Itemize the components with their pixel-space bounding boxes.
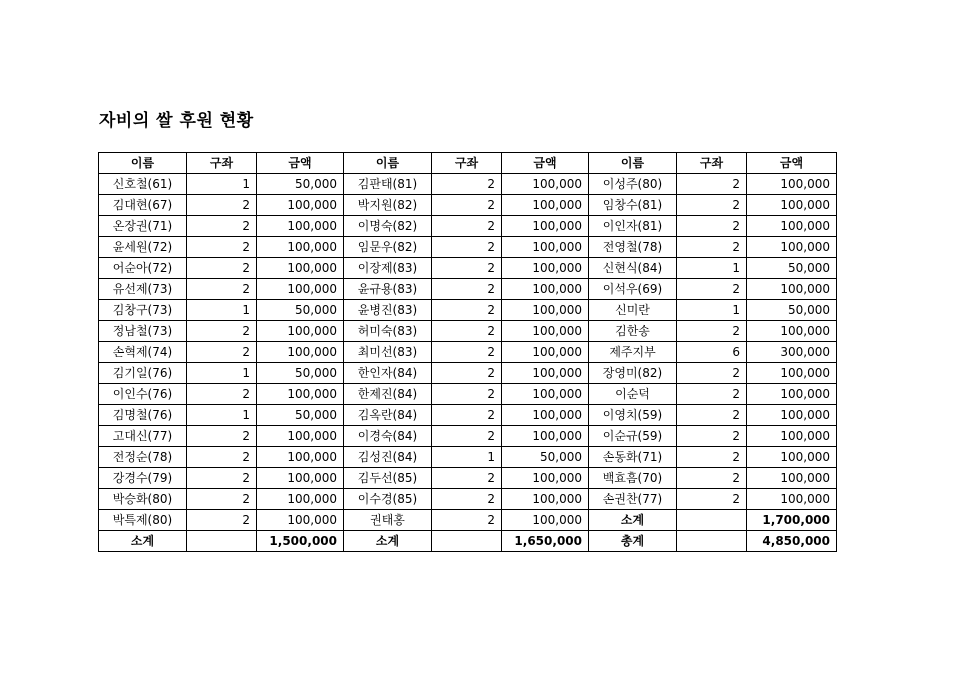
amount-cell: 4,850,000 <box>747 531 837 552</box>
name-cell: 한제진(84) <box>344 384 432 405</box>
amount-cell: 100,000 <box>502 468 589 489</box>
table-row <box>99 426 837 447</box>
name-cell: 장영미(82) <box>589 363 677 384</box>
units-cell: 2 <box>187 342 257 363</box>
name-cell: 이인수(76) <box>99 384 187 405</box>
name-cell: 어순아(72) <box>99 258 187 279</box>
units-cell: 1 <box>187 405 257 426</box>
units-cell: 2 <box>677 174 747 195</box>
name-cell: 김대현(67) <box>99 195 187 216</box>
amount-cell: 100,000 <box>747 216 837 237</box>
units-cell: 2 <box>677 426 747 447</box>
name-cell: 제주지부 <box>589 342 677 363</box>
name-cell: 김옥란(84) <box>344 405 432 426</box>
name-cell: 김한송 <box>589 321 677 342</box>
name-cell: 이영치(59) <box>589 405 677 426</box>
amount-cell: 100,000 <box>257 510 344 531</box>
amount-cell: 100,000 <box>502 510 589 531</box>
amount-cell: 50,000 <box>502 447 589 468</box>
units-cell: 2 <box>432 279 502 300</box>
units-cell: 2 <box>432 405 502 426</box>
units-cell: 2 <box>187 468 257 489</box>
units-cell: 2 <box>187 321 257 342</box>
units-cell: 2 <box>187 279 257 300</box>
name-cell: 최미선(83) <box>344 342 432 363</box>
name-cell: 소계 <box>344 531 432 552</box>
name-cell: 박특제(80) <box>99 510 187 531</box>
amount-cell: 100,000 <box>257 447 344 468</box>
units-cell: 2 <box>432 468 502 489</box>
units-cell: 2 <box>432 342 502 363</box>
amount-cell: 100,000 <box>257 216 344 237</box>
amount-cell: 100,000 <box>502 489 589 510</box>
amount-cell: 100,000 <box>257 426 344 447</box>
name-cell: 신현식(84) <box>589 258 677 279</box>
name-cell: 이장제(83) <box>344 258 432 279</box>
units-cell: 2 <box>432 510 502 531</box>
name-cell: 박지원(82) <box>344 195 432 216</box>
units-cell: 2 <box>677 405 747 426</box>
units-cell: 2 <box>432 363 502 384</box>
table-row <box>99 321 837 342</box>
name-cell: 손권찬(77) <box>589 489 677 510</box>
name-cell: 고대신(77) <box>99 426 187 447</box>
amount-cell: 100,000 <box>747 237 837 258</box>
name-cell: 온장권(71) <box>99 216 187 237</box>
amount-cell: 50,000 <box>257 363 344 384</box>
units-cell: 1 <box>187 300 257 321</box>
name-cell: 유선제(73) <box>99 279 187 300</box>
name-cell: 소계 <box>99 531 187 552</box>
amount-cell: 300,000 <box>747 342 837 363</box>
column-header-amount: 금액 <box>747 153 837 174</box>
units-cell: 2 <box>432 384 502 405</box>
name-cell: 손동화(71) <box>589 447 677 468</box>
units-cell <box>432 531 502 552</box>
name-cell: 김성진(84) <box>344 447 432 468</box>
name-cell: 윤세원(72) <box>99 237 187 258</box>
name-cell: 손혁제(74) <box>99 342 187 363</box>
units-cell: 2 <box>187 216 257 237</box>
amount-cell: 100,000 <box>747 468 837 489</box>
column-header-name: 이름 <box>344 153 432 174</box>
amount-cell: 50,000 <box>747 258 837 279</box>
units-cell: 2 <box>677 384 747 405</box>
column-header-units: 구좌 <box>677 153 747 174</box>
amount-cell: 100,000 <box>257 237 344 258</box>
amount-cell: 100,000 <box>502 195 589 216</box>
table-row <box>99 216 837 237</box>
amount-cell: 50,000 <box>257 405 344 426</box>
amount-cell: 50,000 <box>257 300 344 321</box>
units-cell: 6 <box>677 342 747 363</box>
name-cell: 신호철(61) <box>99 174 187 195</box>
name-cell: 윤규용(83) <box>344 279 432 300</box>
units-cell: 2 <box>677 468 747 489</box>
units-cell: 2 <box>187 489 257 510</box>
amount-cell: 100,000 <box>257 258 344 279</box>
amount-cell: 100,000 <box>257 489 344 510</box>
name-cell: 임문우(82) <box>344 237 432 258</box>
table-row <box>99 363 837 384</box>
amount-cell: 100,000 <box>502 174 589 195</box>
name-cell: 김판태(81) <box>344 174 432 195</box>
amount-cell: 100,000 <box>502 300 589 321</box>
name-cell: 이명숙(82) <box>344 216 432 237</box>
name-cell: 이순덕 <box>589 384 677 405</box>
table-row <box>99 384 837 405</box>
name-cell: 전영철(78) <box>589 237 677 258</box>
units-cell: 2 <box>677 279 747 300</box>
units-cell: 2 <box>187 384 257 405</box>
units-cell: 1 <box>677 300 747 321</box>
amount-cell: 100,000 <box>502 279 589 300</box>
amount-cell: 100,000 <box>502 426 589 447</box>
amount-cell: 100,000 <box>747 363 837 384</box>
units-cell: 2 <box>677 489 747 510</box>
amount-cell: 100,000 <box>747 195 837 216</box>
units-cell: 2 <box>432 300 502 321</box>
amount-cell: 100,000 <box>747 279 837 300</box>
units-cell: 2 <box>432 426 502 447</box>
column-header-amount: 금액 <box>502 153 589 174</box>
units-cell: 2 <box>677 363 747 384</box>
units-cell: 2 <box>432 321 502 342</box>
units-cell: 2 <box>432 216 502 237</box>
name-cell: 총계 <box>589 531 677 552</box>
name-cell: 김두선(85) <box>344 468 432 489</box>
amount-cell: 100,000 <box>502 237 589 258</box>
amount-cell: 1,650,000 <box>502 531 589 552</box>
units-cell: 2 <box>432 258 502 279</box>
units-cell: 1 <box>187 174 257 195</box>
table-row <box>99 300 837 321</box>
amount-cell: 100,000 <box>257 384 344 405</box>
name-cell: 이성주(80) <box>589 174 677 195</box>
units-cell: 2 <box>187 195 257 216</box>
amount-cell: 1,500,000 <box>257 531 344 552</box>
column-header-units: 구좌 <box>187 153 257 174</box>
amount-cell: 1,700,000 <box>747 510 837 531</box>
table-row <box>99 468 837 489</box>
units-cell: 2 <box>187 510 257 531</box>
column-header-units: 구좌 <box>432 153 502 174</box>
name-cell: 허미숙(83) <box>344 321 432 342</box>
amount-cell: 100,000 <box>747 384 837 405</box>
table-row <box>99 447 837 468</box>
name-cell: 이석우(69) <box>589 279 677 300</box>
units-cell: 2 <box>677 321 747 342</box>
units-cell: 2 <box>187 258 257 279</box>
name-cell: 이경숙(84) <box>344 426 432 447</box>
amount-cell: 100,000 <box>747 174 837 195</box>
units-cell: 2 <box>432 237 502 258</box>
table-row <box>99 405 837 426</box>
name-cell: 소계 <box>589 510 677 531</box>
units-cell: 1 <box>677 258 747 279</box>
name-cell: 강경수(79) <box>99 468 187 489</box>
amount-cell: 100,000 <box>257 321 344 342</box>
amount-cell: 100,000 <box>747 489 837 510</box>
column-header-name: 이름 <box>99 153 187 174</box>
name-cell: 권태홍 <box>344 510 432 531</box>
units-cell: 2 <box>432 489 502 510</box>
amount-cell: 100,000 <box>502 342 589 363</box>
amount-cell: 100,000 <box>257 195 344 216</box>
table-row <box>99 510 837 531</box>
amount-cell: 100,000 <box>257 279 344 300</box>
header-row <box>99 153 837 174</box>
amount-cell: 50,000 <box>747 300 837 321</box>
name-cell: 이수경(85) <box>344 489 432 510</box>
units-cell: 2 <box>677 195 747 216</box>
units-cell <box>677 510 747 531</box>
units-cell: 1 <box>187 363 257 384</box>
units-cell: 2 <box>187 426 257 447</box>
amount-cell: 100,000 <box>502 384 589 405</box>
name-cell: 신미란 <box>589 300 677 321</box>
units-cell: 2 <box>677 237 747 258</box>
table-row <box>99 258 837 279</box>
table-row <box>99 342 837 363</box>
table-row <box>99 531 837 552</box>
table-row <box>99 237 837 258</box>
amount-cell: 100,000 <box>747 426 837 447</box>
amount-cell: 100,000 <box>747 405 837 426</box>
table-row <box>99 195 837 216</box>
name-cell: 한인자(84) <box>344 363 432 384</box>
amount-cell: 50,000 <box>257 174 344 195</box>
name-cell: 전정순(78) <box>99 447 187 468</box>
name-cell: 임창수(81) <box>589 195 677 216</box>
table-row <box>99 279 837 300</box>
document-title: 자비의 쌀 후원 현황 <box>99 111 254 131</box>
amount-cell: 100,000 <box>502 321 589 342</box>
amount-cell: 100,000 <box>257 342 344 363</box>
units-cell: 2 <box>187 237 257 258</box>
name-cell: 김기일(76) <box>99 363 187 384</box>
name-cell: 김창구(73) <box>99 300 187 321</box>
name-cell: 윤병진(83) <box>344 300 432 321</box>
name-cell: 백효흠(70) <box>589 468 677 489</box>
name-cell: 이순규(59) <box>589 426 677 447</box>
units-cell <box>187 531 257 552</box>
amount-cell: 100,000 <box>502 216 589 237</box>
amount-cell: 100,000 <box>502 258 589 279</box>
amount-cell: 100,000 <box>747 321 837 342</box>
units-cell: 2 <box>432 174 502 195</box>
units-cell: 1 <box>432 447 502 468</box>
amount-cell: 100,000 <box>502 405 589 426</box>
name-cell: 김명철(76) <box>99 405 187 426</box>
amount-cell: 100,000 <box>502 363 589 384</box>
table-row <box>99 489 837 510</box>
column-header-amount: 금액 <box>257 153 344 174</box>
name-cell: 이인자(81) <box>589 216 677 237</box>
name-cell: 박승화(80) <box>99 489 187 510</box>
column-header-name: 이름 <box>589 153 677 174</box>
donation-table <box>98 152 837 552</box>
amount-cell: 100,000 <box>747 447 837 468</box>
table-row <box>99 174 837 195</box>
units-cell <box>677 531 747 552</box>
units-cell: 2 <box>677 216 747 237</box>
units-cell: 2 <box>677 447 747 468</box>
amount-cell: 100,000 <box>257 468 344 489</box>
units-cell: 2 <box>432 195 502 216</box>
units-cell: 2 <box>187 447 257 468</box>
name-cell: 정남철(73) <box>99 321 187 342</box>
